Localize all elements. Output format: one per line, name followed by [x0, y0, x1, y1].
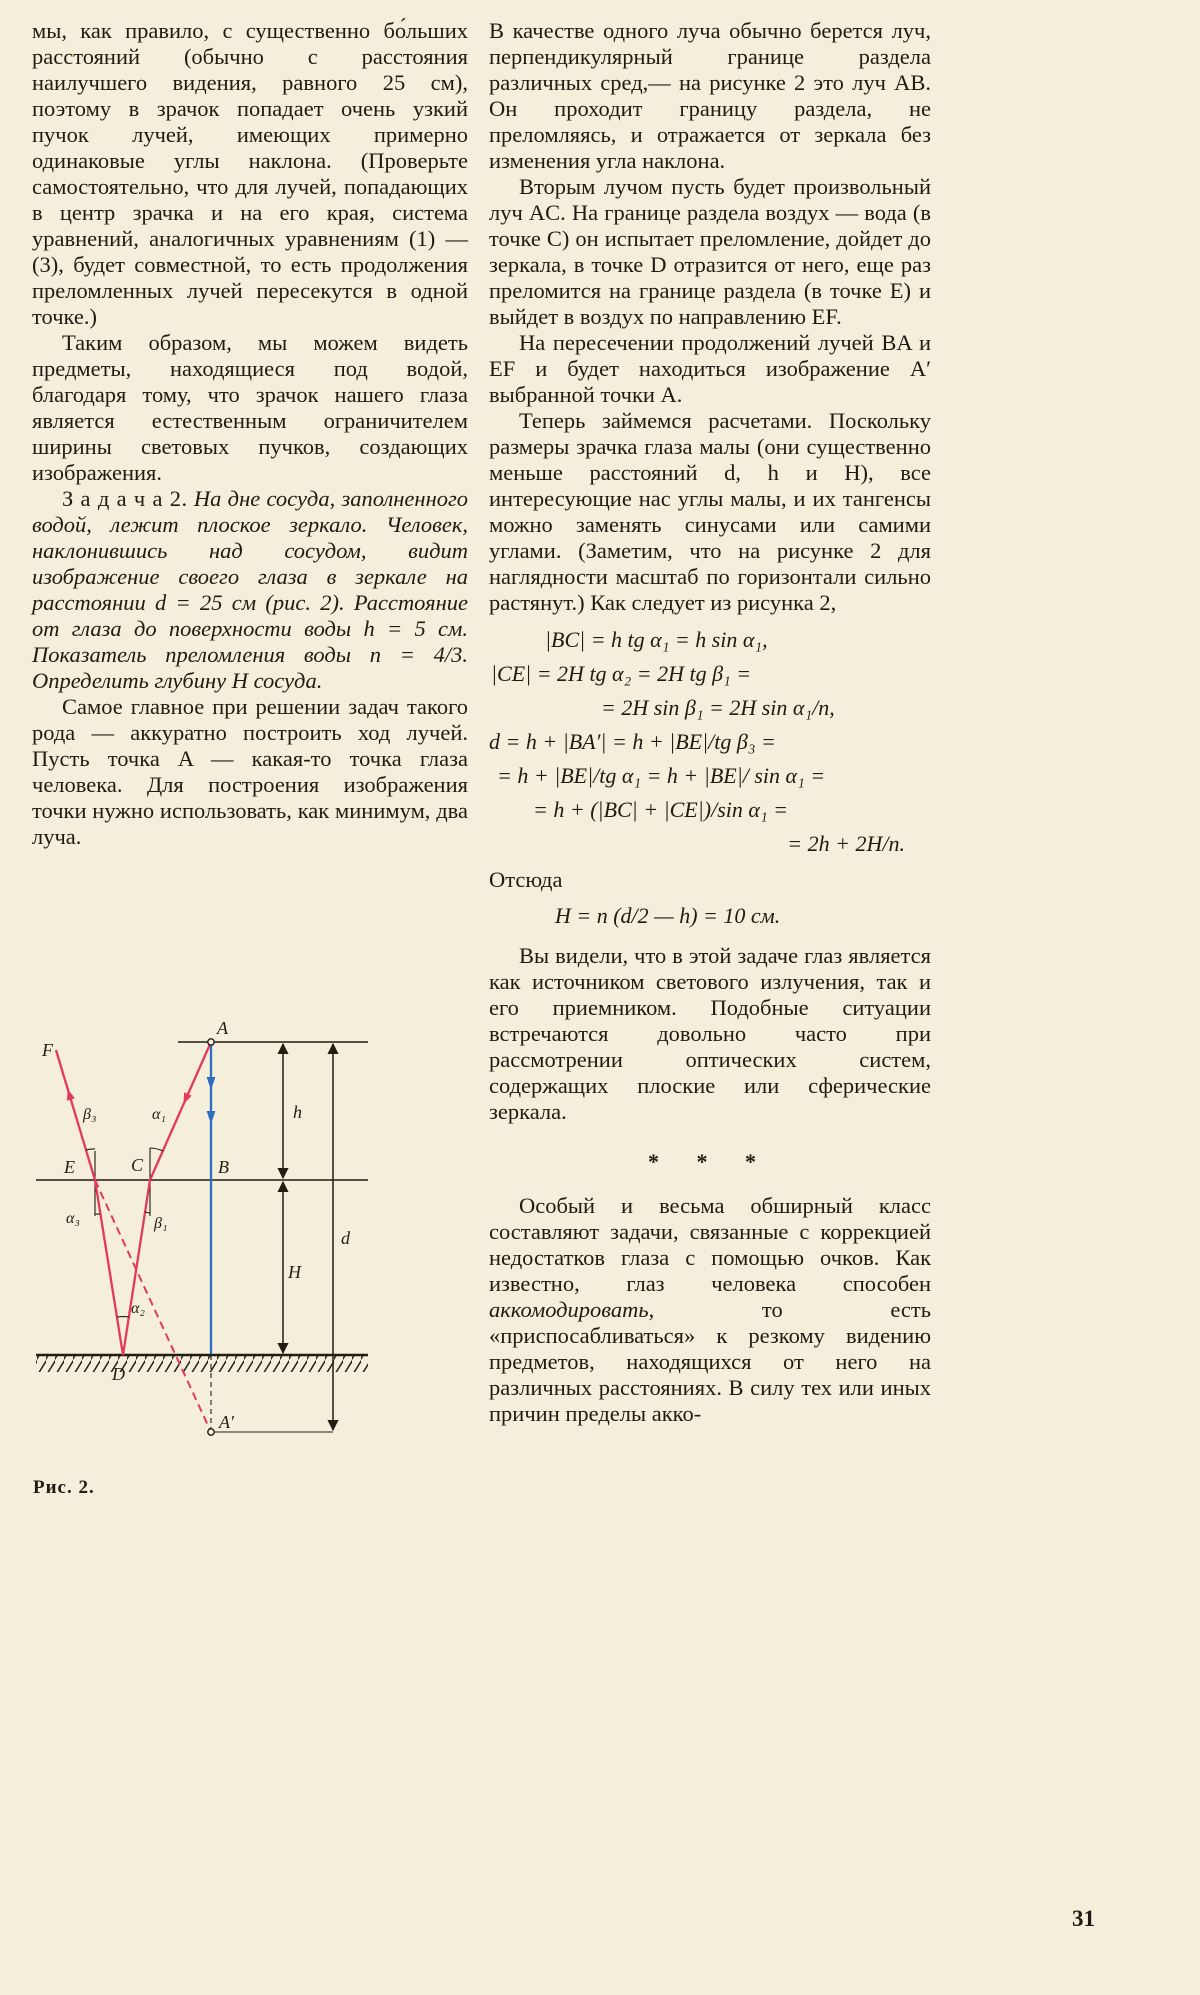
formula-line: = 2h + 2H/n. — [787, 831, 905, 856]
section-separator: * * * — [648, 1149, 772, 1174]
left-column — [32, 18, 468, 850]
task-label: З а д а ч а 2. — [62, 486, 188, 511]
paragraph: Таким образом, мы можем видеть предметы, находящиеся под водой, благодаря тому, что зрачок нашего глаза является естественным ограничителем ширины световых пучков, создающих изображения. — [32, 330, 468, 485]
page-number: 31 — [1072, 1906, 1095, 1931]
label-C: C — [131, 1155, 144, 1175]
paragraph: Самое главное при решении задач такого рода — аккуратно построить ход лучей. Пусть точка A — какая-то точка глаза человека. Для построения изображения точки нужно использовать, как минимум, два луча. — [32, 694, 468, 849]
label-E: E — [64, 1157, 75, 1177]
paragraph: Вторым лучом пусть будет произвольный луч AC. На границе раздела воздух — вода (в точке C) он испытает преломление, дойдет до зеркала, в точке D отразится от него, еще раз преломится на границе раздела (в точке E) и выйдет в воздух по направлению EF. — [489, 174, 931, 329]
paragraph: Вы видели, что в этой задаче глаз является как источником светового излучения, так и его приемником. Подобные ситуации встречаются довольно часто при рассмотрении оптических систем, содержащих плоские или сферические зеркала. — [489, 943, 931, 1124]
label-A: A — [217, 1020, 228, 1038]
paragraph: Теперь займемся расчетами. Поскольку размеры зрачка глаза малы (они существенно меньше расстояний d, h и H), все интересующие нас углы малы, и их тангенсы можно заменять синусами или самими углами. (Заметим, что на рисунке 2 для наглядности масштаб по горизонтали сильно растянут.) Как следует из рисунка 2, — [489, 408, 931, 615]
formula-line: = 2H sin β₁ = 2H sin α₁/n, — [601, 695, 835, 720]
figure-2 — [28, 1020, 442, 1499]
label-alpha1: α₁ — [152, 1106, 166, 1123]
paragraph-text: Особый и весьма обширный класс составляют задачи, связанные с коррекцией недостатков глаза с помощью очков. Как известно, глаз человека способен — [489, 1193, 931, 1296]
formula-line: d = h + |BA′| = h + |BE|/tg β₃ = — [489, 729, 776, 754]
paragraph: На пересечении продолжений лучей BA и EF и будет находиться изображение A′ выбранной точки A. — [489, 330, 931, 407]
label-beta1: β₁ — [154, 1215, 168, 1232]
right-column — [489, 18, 931, 1427]
label-A-prime: A′ — [219, 1412, 234, 1432]
mirror-hatching — [36, 1356, 368, 1372]
blue-ray-AB — [207, 1045, 216, 1354]
label-alpha2: α₂ — [131, 1300, 145, 1317]
formula-line: = h + (|BC| + |CE|)/sin α₁ = — [533, 797, 788, 822]
paragraph-continuation: мы, как правило, с существенно бо́льших расстояний (обычно с расстояния наилучшего видения, равного 25 см), поэтому в зрачок попадает очень узкий пучок лучей, имеющих примерно одинаковые углы наклона. (Проверьте самостоятельно, что для лучей, попадающих в центр зрачка и на его края, система уравнений, аналогичных уравнениям (1) — (3), будет совместной, то есть продолжения преломленных лучей пересекутся в одной точке.) — [32, 18, 468, 329]
label-h: h — [293, 1102, 302, 1122]
emphasized-term: аккомодировать — [489, 1297, 649, 1322]
result-formula: H = n (d/2 — h) = 10 см. — [555, 903, 781, 928]
extension-FE-dashed — [95, 1180, 211, 1432]
label-H: H — [288, 1262, 301, 1282]
formula-line: |CE| = 2H tg α₂ = 2H tg β₁ = — [491, 661, 752, 686]
task-statement — [32, 486, 468, 694]
label-d: d — [341, 1228, 350, 1248]
formula-line: = h + |BE|/tg α₁ = h + |BE|/ sin α₁ = — [497, 763, 826, 788]
point-A-prime-marker — [208, 1429, 214, 1435]
hence-text: Отсюда — [489, 867, 563, 892]
formula-line: |BC| = h tg α₁ = h sin α₁, — [545, 627, 768, 652]
label-F: F — [42, 1040, 53, 1060]
paragraph: В качестве одного луча обычно берется луч, перпендикулярный границе раздела различных сред,— на рисунке 2 это луч AB. Он проходит границу раздела, не преломляясь, и отражается от зеркала без изменения угла наклона. — [489, 18, 931, 173]
angle-arcs — [86, 1148, 163, 1317]
derivation-formulas — [489, 623, 931, 861]
paragraph — [489, 1193, 931, 1427]
figure-caption: Рис. 2. — [33, 1477, 95, 1498]
label-alpha3: α₃ — [66, 1210, 80, 1227]
label-B: B — [218, 1157, 229, 1177]
label-D: D — [112, 1364, 125, 1384]
task-body: На дне сосуда, заполненного водой, лежит плоское зеркало. Человек, наклонившись над сосудом, видит изображение своего глаза в зеркале на расстоянии d = 25 см (рис. 2). Расстояние от глаза до поверхности воды h = 5 см. Показатель преломления воды n = 4/3. Определить глубину H сосуда. — [32, 486, 469, 693]
point-A-marker — [208, 1039, 214, 1045]
ray-diagram — [28, 1020, 438, 1465]
label-beta3: β₃ — [83, 1106, 97, 1123]
paragraph-text: , то есть «приспосабливаться» к резкому видению предметов, находящихся от него на различных расстояниях. В силу тех или иных причин пределы акко- — [489, 1297, 931, 1426]
